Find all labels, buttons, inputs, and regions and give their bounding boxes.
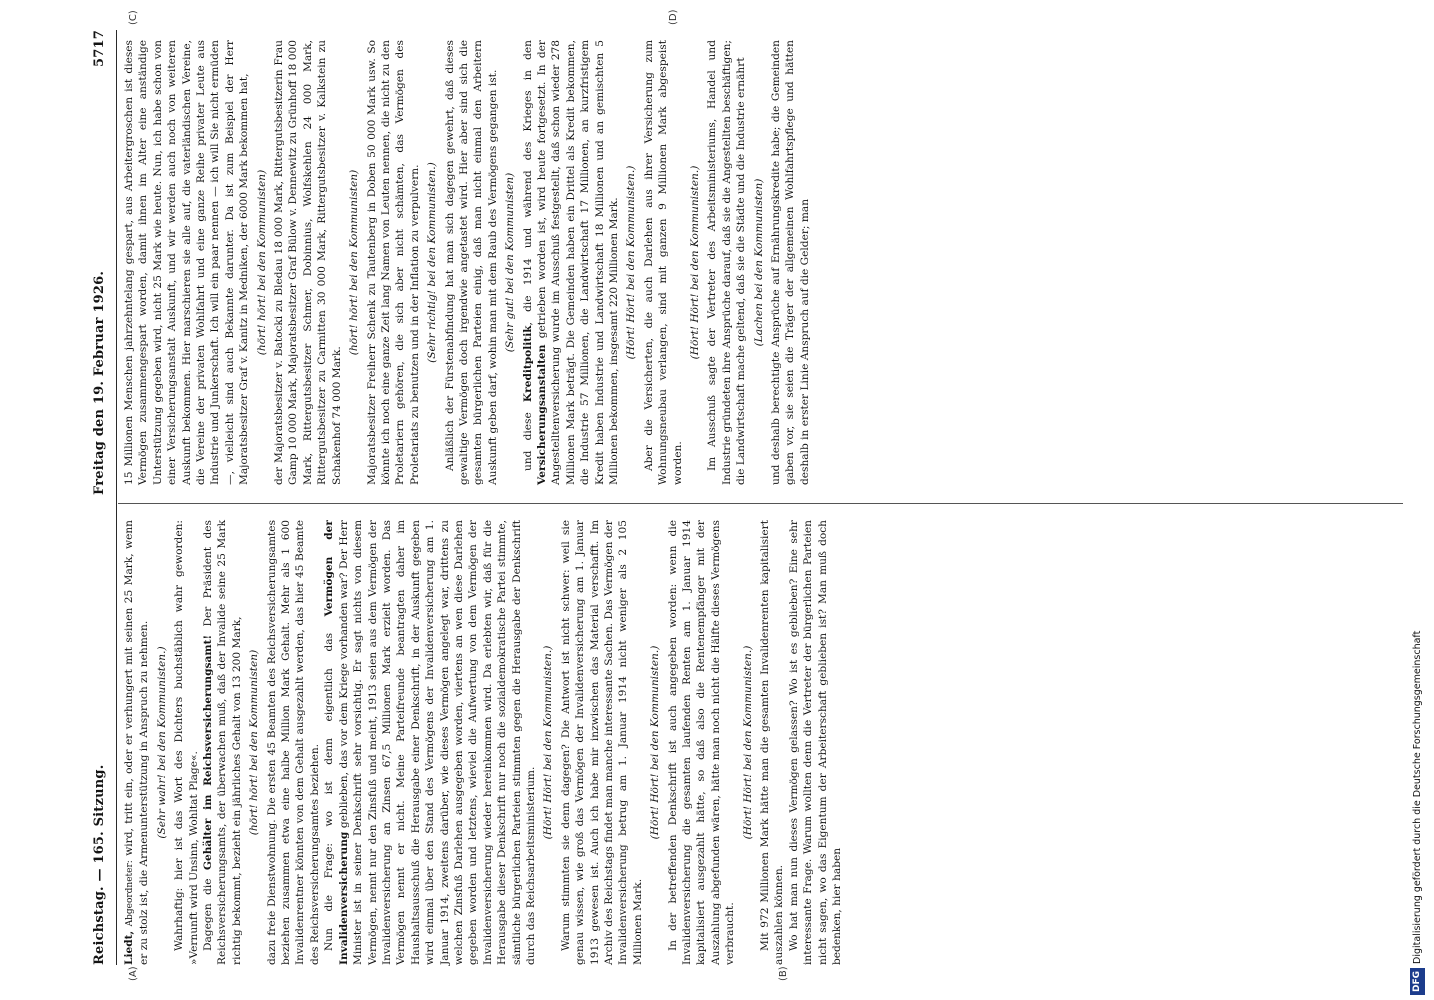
funding-note — [1406, 10, 1430, 995]
left-column — [122, 520, 1402, 965]
paragraph — [201, 520, 244, 965]
paragraph: der Majoratsbesitzer v. Batocki zu Bledau 18 000 Mark, Rittergutsbesitzerin Frau Gamp 10 000 Mark, Majoratsbesitzer Graf Bülow v. Dennewitz zu Grünhoff 18 000 Mark, Rittergutsbesitzer Schmer, Dobinnius, Wolfskehlen 24 000 Mark, Rittergutsbesitzer zu Carmitten 30 000 Mark, Rittergutsbesitzer v. Kalkstein zu Schakenhof 74 000 Mark. — [273, 40, 343, 485]
paragraph: Im Ausschuß sagte der Vertreter des Arbeitsministeriums, Handel und Industrie gründeten ihre Ansprüche darauf, daß sie die Angestellten beschäftigen; die Landwirtschaft mache geltend, daß sie die Städte und die Industrie ernährt — [706, 40, 748, 485]
speaker-name: Liedt, — [123, 930, 135, 965]
paragraph-text: Nun die Frage: wo ist denn eigentlich das — [323, 616, 336, 951]
interjection: (hört! hört! bei den Kommunisten) — [255, 169, 268, 356]
speaker-role: Abgeordneter: — [125, 860, 135, 927]
interjection: (Hört! Hört! bei den Kommunisten.) — [689, 165, 702, 360]
paragraph — [521, 40, 622, 485]
paragraph: 15 Millionen Menschen jahrzehntelang gespart, aus Arbeitergroschen ist dieses Vermögen zusammengespart worden, damit ihnen im Alter eine anständige Unterstützung gegeben wird, nicht 25 Mark wie heute. Nun, ich habe schon von einer Versicherungsanstalt Auskunft, und wir werden auch noch von weiteren Auskunft bekommen. Hier marschieren sie alle auf, die vaterländischen Vereine, die Vereine der privaten Wohlfahrt und eine ganze Reihe privater Leute aus Industrie und Junkerschaft. Ich will ein paar nennen — ich will Sie nicht ermüden —, vielleicht sind auch Bekannte darunter. Da ist zum Beispiel der Herr Majoratsbesitzer Graf v. Kanitz in Medniken, der 6000 Mark bekommen hat, — [123, 40, 251, 485]
paragraph: Aber die Versicherten, die auch Darlehen aus ihrer Versicherung zum Wohnungsneubau verlangen, sind mit ganzen 9 Millionen Mark abgespeist worden. — [642, 40, 684, 485]
paragraph: Wahrhaftig: hier ist das Wort des Dichters buchstäblich wahr geworden: »Vernunft wird Unsinn, Wohltat Plage«. — [173, 520, 200, 965]
page-number: 5717 — [92, 30, 107, 67]
paragraph-text: , die 1914 und während des Krieges in den — [521, 40, 534, 326]
rotated-page-content — [88, 9, 1408, 981]
margin-mark-b: (B) — [778, 966, 789, 981]
paragraph-text: Dagegen die — [202, 870, 215, 951]
paragraph — [122, 520, 152, 965]
funding-note-text: Digitalisierung gefördert durch die Deutsche Forschungsgemeinschaft — [1412, 630, 1423, 964]
interjection: (Hört! Hört! bei den Kommunisten.) — [625, 165, 638, 360]
paragraph-text: geblieben, das vor dem Kriege vorhanden war? Der Herr Minister ist in seiner Denkschrift sehr vorsichtig. Er sagt nichts von diesem Vermögen, nennt nur den Zinsfuß und meint, 1913 seien aus dem Vermögen der Invalidenversicherung an Zinsen 67,5 Millionen Mark erzielt worden. Das Vermögen nennt er nicht. Meine Parteifreunde beantragten daher im Haushaltsausschuß die Herausgabe einer Denkschrift, in der Auskunft gegeben wird einmal über den Stand des Vermögens der Invalidenversicherung am 1. Januar 1914, zweitens darüber, wie dieses Vermögen angelegt war, drittens zu welchen Zinsfuß Darlehen ausgegeben worden, viertens an wen diese Darlehen gegeben worden und letztens, wieviel die Aufwertung von dem Vermögen der Invalidenversicherung wieder hereinkommen wird. Da erlebten wir, daß für die Herausgabe dieser Denkschrift nur noch die sozialdemokratische Partei stimmte, sämtliche bürgerlichen Parteien stimmten gegen die Herausgabe der Denkschrift durch das Reichsarbeitsministerium. — [337, 520, 537, 965]
header-rule — [116, 30, 117, 965]
paragraph-text: getrieben worden ist, wird heute fortgesetzt. In der Angestelltenversicherung wurde im Ausschuß festgestellt, daß schon wieder 278 Millionen Mark beträgt. Die Gemeinden haben ein Drittel als Kredit bekommen, die Industrie 57 Millionen, die Landwirtschaft 17 Millionen, an kurzfristigem Kredit haben Industrie und Landwirtschaft 18 Millionen und an gemischten 5 Millionen bekommen, insgesamt 220 Millionen Mark. — [535, 40, 620, 485]
interjection: (hört! hört! bei den Kommunisten) — [248, 649, 261, 836]
emphasis: Gehälter im Reichsversicherungsamt! — [202, 634, 215, 871]
margin-mark-d: (D) — [668, 9, 679, 25]
interjection: (Hört! Hört! bei den Kommunisten.) — [542, 645, 555, 840]
interjection: (hört! hört! bei den Kommunisten) — [348, 169, 361, 356]
interjection: (Hört! Hört! bei den Kommunisten.) — [649, 645, 662, 840]
paragraph: Majoratsbesitzer Freiherr Schenk zu Tautenberg in Doben 50 000 Mark usw. So könnte ich noch eine ganze Zeit lang Namen von Leuten nennen, die nicht zu den Proletariern gehören, die sich aber nicht schämten, das Vermögen des Proletariats zu benutzen und in der Inflation zu verpulvern. — [365, 40, 421, 485]
interjection: (Sehr wahr! bei den Kommunisten.) — [155, 646, 168, 839]
right-column — [122, 40, 1402, 485]
paragraph-text: wird, tritt ein, oder er verhungert mit seinen 25 Mark, wenn er zu stolz ist, die Armenunterstützung in Anspruch zu nehmen. — [123, 520, 151, 965]
paragraph — [322, 520, 538, 965]
interjection: (Lachen bei den Kommunisten) — [752, 178, 765, 347]
page-header — [88, 30, 114, 965]
emphasis: Kreditpolitik — [521, 325, 534, 403]
paragraph-text: und diese — [521, 402, 534, 471]
paragraph: Anläßlich der Fürstenabfindung hat man sich dagegen gewehrt, daß dieses gewaltige Vermögen doch irgendwie angetastet wird. Hier aber sind sich die gesamten bürgerlichen Parteien einig, daß man nicht einmal den Arbeitern Auskunft geben darf, wohin man mit dem Raub des Vermögens gegangen ist. — [443, 40, 499, 485]
interjection: (Sehr richtig! bei den Kommunisten.) — [426, 162, 439, 363]
scanned-page — [88, 9, 1408, 981]
paragraph: Mit 972 Millionen Mark hätte man die gesamten Invalidenrenten kapitalisiert auszahlen können. — [759, 520, 786, 965]
margin-mark-c: (C) — [128, 10, 139, 25]
emphasis: Versicherungsanstalten — [535, 344, 548, 485]
interjection: (Hört! Hört! bei den Kommunisten.) — [741, 645, 754, 840]
header-date: Freitag den 19. Februar 1926. — [92, 270, 107, 495]
paragraph: und deshalb berechtigte Ansprüche auf Ernährungskredite habe; die Gemeinden gaben vor, sie seien die Träger der allgemeinen Wohlfahrtspflege und hätten deshalb in erster Linie Anspruch auf die Gelder; man — [770, 40, 811, 485]
interjection: (Sehr gut! bei den Kommunisten) — [504, 172, 517, 353]
paragraph: In der betreffenden Denkschrift ist auch angegeben worden: wenn die Invalidenversicherung die gesamten laufenden Renten am 1. Januar 1914 kapitalisiert ausgezahlt hätte, so daß also die Rentenempfänger mit der Auszahlung abgefunden wären, hätte man noch nicht die Hälfte dieses Vermögens verbraucht. — [666, 520, 737, 965]
paragraph: dazu freie Dienstwohnung. Die ersten 45 Beamten des Reichsversicherungsamtes beziehen zusammen etwa eine halbe Million Mark Gehalt. Mehr als 1 600 Invalidenrentner könnten von dem Gehalt ausgezahlt werden, das hier 45 Beamte des Reichsversicherungsamtes beziehen. — [265, 520, 321, 965]
header-left-title: Reichstag. — 165. Sitzung. — [92, 764, 107, 965]
paragraph-text: Der Präsident des Reichsversicherungsamts, der überwachen muß, daß der Invalide seine 25 Mark richtig bekommt, bezieht ein jährliches Gehalt von 13 200 Mark, — [202, 520, 243, 965]
paragraph: Wo hat man nun dieses Vermögen gelassen? Wo ist es geblieben? Eine sehr interessante Frage. Warum wollten denn die Vertreter der bürgerlichen Parteien nicht sagen, wo das Eigentum der Arbeiterschaft geblieben ist? Man muß doch bedenken, hier haben — [787, 520, 844, 965]
emphasis: Vermögen der Invalidenversicherung — [323, 520, 350, 965]
margin-mark-a: (A) — [128, 966, 139, 981]
dfg-logo: DFG — [1410, 968, 1425, 995]
column-separator — [118, 503, 1403, 504]
paragraph: Warum stimmten sie denn dagegen? Die Antwort ist nicht schwer: weil sie genau wissen, wie groß das Vermögen der Invalidenversicherung am 1. Januar 1913 gewesen ist. Auch ich habe mir inzwischen das Material verschafft. Im Archiv des Reichstags findet man manche interessante Sachen. Das Vermögen der Invalidenversicherung betrug am 1. Januar 1914 nicht weniger als 2 105 Millionen Mark. — [559, 520, 644, 965]
